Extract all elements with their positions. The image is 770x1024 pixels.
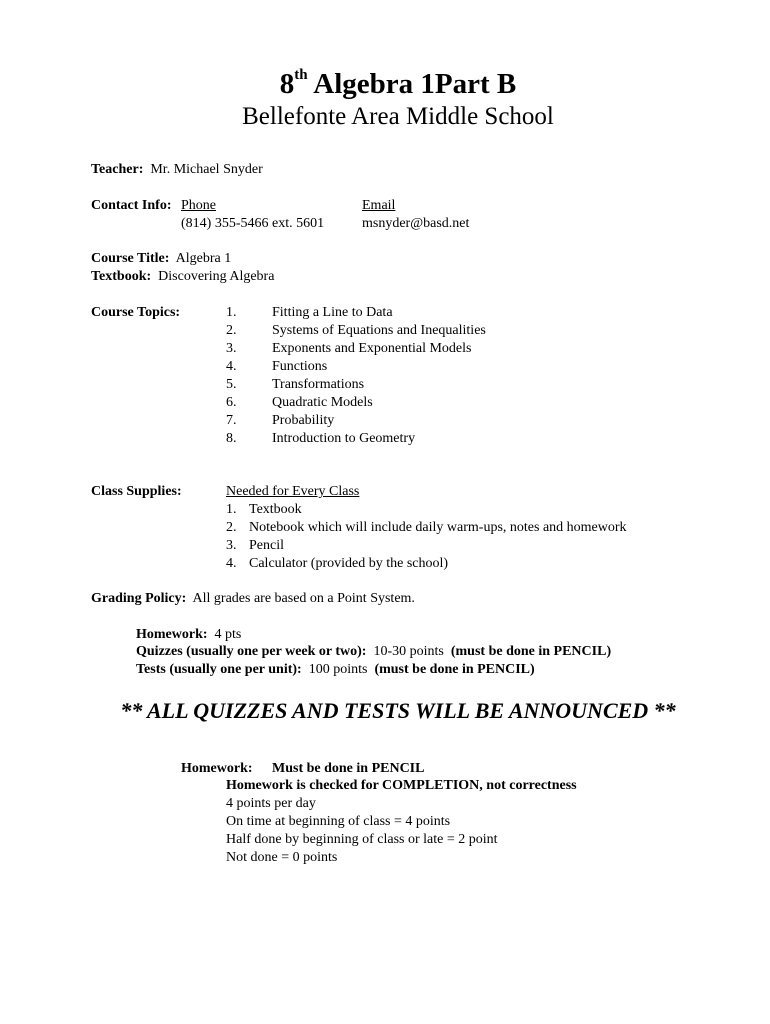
teacher-value: Mr. Michael Snyder [150,162,263,177]
list-item: 3. Pencil [226,538,284,553]
homework-policy-details [226,777,577,867]
grading-label: Grading Policy: [91,591,187,606]
list-item: 3. Exponents and Exponential Models [226,341,472,356]
list-item: 1. Textbook [226,502,302,517]
school-name: Bellefonte Area Middle School [242,103,554,130]
teacher-label: Teacher: [91,162,144,177]
grading-row [91,590,415,608]
list-item: 8. Introduction to Geometry [226,431,416,446]
grade-superscript: th [294,67,308,83]
contact-label: Contact Info: [91,198,172,213]
email-value: msnyder@basd.net [362,216,470,231]
list-item: 5. Transformations [226,377,365,392]
textbook-label: Textbook: [91,269,152,284]
list-item: 4. Calculator (provided by the school) [226,556,449,571]
topics-list [226,304,486,448]
homework-policy-label: Homework: [181,761,253,776]
grade-number: 8 [279,68,295,100]
course-title-label: Course Title: [91,251,170,266]
list-item: Not done = 0 points [226,850,338,865]
homework-policy-rule: Must be done in PENCIL [272,761,425,776]
homework-check-note: Homework is checked for COMPLETION, not correctness [226,778,577,793]
phone-label: Phone [181,198,216,213]
phone-value: (814) 355-5466 ext. 5601 [181,216,325,231]
list-item: 2. Notebook which will include daily warm-ups, notes and homework [226,520,627,535]
list-item: 2. Systems of Equations and Inequalities [226,323,486,338]
homework-points-row: Homework: 4 pts [136,627,242,642]
course-title-row [91,250,231,268]
teacher-row [91,161,263,179]
title-text: Algebra 1Part B [307,68,517,100]
email-label: Email [362,198,396,213]
tests-row: Tests (usually one per unit): 100 points (must be done in PENCIL) [136,662,535,677]
page-title [0,66,770,102]
textbook-value: Discovering Algebra [158,269,275,284]
list-item: 1. Fitting a Line to Data [226,305,393,320]
list-item: 4. Functions [226,359,328,374]
quizzes-row: Quizzes (usually one per week or two): 10-30 points (must be done in PENCIL) [136,644,612,659]
list-item: 7. Probability [226,413,335,428]
list-item: On time at beginning of class = 4 points [226,814,451,829]
supplies-heading: Needed for Every Class [226,484,360,499]
list-item: 6. Quadratic Models [226,395,373,410]
announcement-banner: ** ALL QUIZZES AND TESTS WILL BE ANNOUNCED ** [120,698,676,723]
course-title-value: Algebra 1 [175,251,232,266]
list-item: 4 points per day [226,796,316,811]
supplies-list [226,483,627,573]
grading-value: All grades are based on a Point System. [192,591,415,606]
list-item: Half done by beginning of class or late = 2 point [226,832,498,847]
topics-label: Course Topics: [91,305,181,320]
textbook-row [91,268,274,286]
supplies-label: Class Supplies: [91,484,182,499]
